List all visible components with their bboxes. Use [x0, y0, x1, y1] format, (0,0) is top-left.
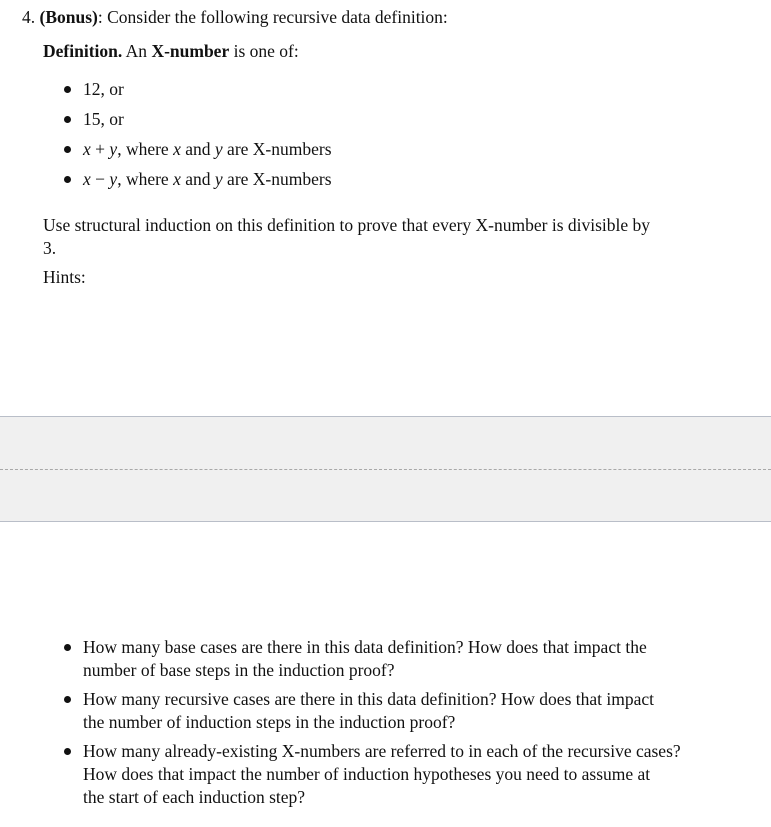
problem-header	[22, 6, 448, 29]
definition-item: 12, or	[83, 79, 124, 99]
definition-tail: is one of:	[233, 41, 299, 61]
definition-lead: An	[125, 41, 148, 61]
bullet-icon	[64, 748, 71, 755]
bullet-icon	[64, 644, 71, 651]
hints-heading: Hints:	[43, 267, 86, 287]
definition-item: 15, or	[83, 109, 124, 129]
bullet-icon	[64, 86, 71, 93]
definition-item: x − y, where x and y are X-numbers	[83, 169, 332, 189]
definition-heading: Definition.	[43, 41, 123, 61]
bullet-icon	[64, 146, 71, 153]
bullet-icon	[64, 696, 71, 703]
problem-label: (Bonus)	[39, 7, 98, 27]
bullet-icon	[64, 176, 71, 183]
hint-item: How many recursive cases are there in this data definition? How does that impact the number of induction steps in the induction proof?	[83, 689, 654, 732]
problem-intro: : Consider the following recursive data definition:	[97, 7, 448, 27]
page-break	[0, 416, 771, 522]
page-break-dashed-line	[0, 469, 771, 470]
hint-item: How many base cases are there in this data definition? How does that impact the number of base steps in the induction proof?	[83, 637, 647, 680]
bullet-icon	[64, 116, 71, 123]
hint-item: How many already-existing X-numbers are referred to in each of the recursive cases? How does that impact the number of induction hypotheses you need to assume at the start of each induction step?	[83, 741, 681, 807]
definition-term: X-number	[151, 41, 230, 61]
definition-heading-line	[43, 40, 299, 63]
problem-number: 4.	[22, 7, 36, 27]
task-text: Use structural induction on this definition to prove that every X-number is divisible by 3.	[43, 215, 651, 258]
definition-item: x + y, where x and y are X-numbers	[83, 139, 332, 159]
